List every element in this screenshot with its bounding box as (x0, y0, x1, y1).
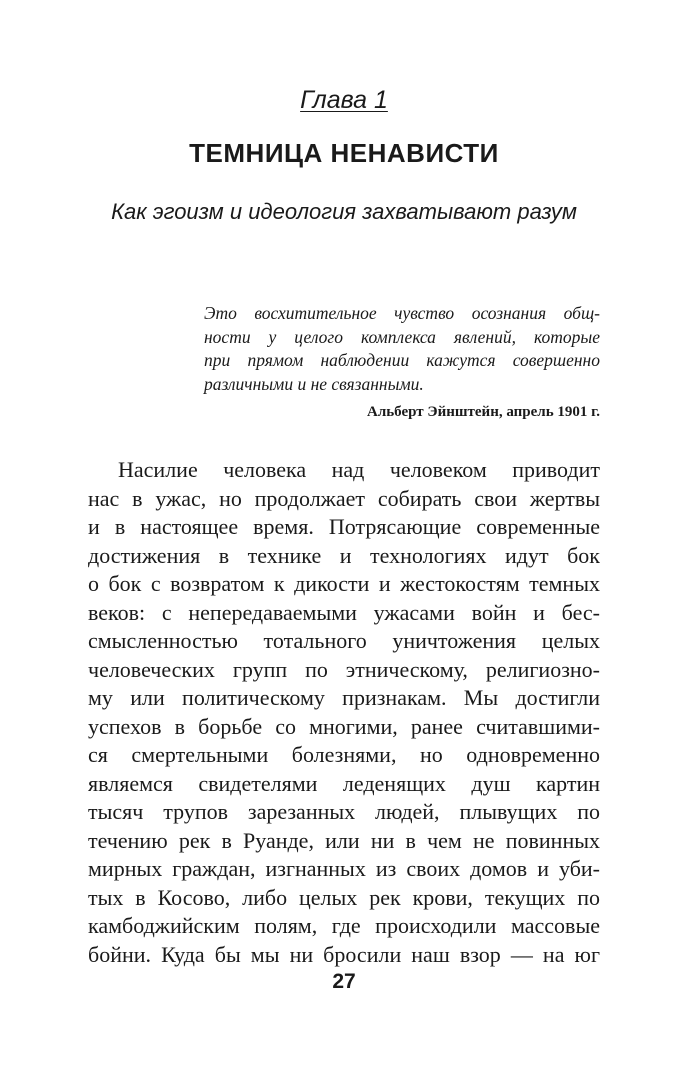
body-line: о бок с возвратом к дикости и жестокостям темных (88, 571, 600, 596)
epigraph (204, 302, 600, 421)
body-line: му или политическому признакам. Мы достигли (88, 685, 600, 710)
body-line: Насилие человека над человеком приводит (118, 457, 600, 482)
epigraph-line: различными и не связанными. (204, 373, 424, 394)
body-line: достижения в технике и технологиях идут бок (88, 542, 600, 568)
body-line: являемся свидетелями леденящих душ картин (88, 770, 600, 796)
epigraph-line: Это восхитительное чувство осознания общ- (204, 303, 600, 323)
body-line: бойни. Куда бы мы ни бросили наш взор — на юг (88, 941, 600, 967)
body-line: человеческих групп по этническому, религиозно- (88, 656, 600, 682)
epigraph-line: при прямом наблюдении кажутся совершенно (204, 350, 600, 370)
body-line: успехов в борьбе со многими, ранее считавшими- (88, 713, 600, 739)
body-text (88, 456, 600, 969)
body-line: течению рек в Руанде, или ни в чем не повинных (88, 827, 600, 853)
page-number: 27 (332, 970, 356, 993)
body-line: тысяч трупов зарезанных людей, плывущих по (88, 799, 600, 824)
chapter-subtitle: Как эгоизм и идеология захватывают разум (111, 199, 577, 224)
chapter-label (0, 86, 688, 115)
chapter-label-text: Глава 1 (300, 86, 388, 114)
body-line: смысленностью тотального уничтожения целых (88, 628, 600, 653)
chapter-title: ТЕМНИЦА НЕНАВИСТИ (189, 138, 499, 168)
epigraph-line: ности у целого комплекса явлений, которые (204, 326, 600, 347)
epigraph-attribution: Альберт Эйнштейн, апрель 1901 г. (367, 404, 600, 420)
body-line: ся смертельными болезнями, но одновременно (88, 742, 600, 767)
body-line: и в настоящее время. Потрясающие современные (88, 514, 600, 539)
body-line: камбоджийским полям, где происходили массовые (88, 913, 600, 938)
body-line: веков: с непередаваемыми ужасами войн и бес- (88, 599, 600, 625)
body-line: мирных граждан, изгнанных из своих домов и уби- (88, 856, 600, 881)
body-line: тых в Косово, либо целых рек крови, текущих по (88, 884, 600, 910)
body-line: нас в ужас, но продолжает собирать свои жертвы (88, 485, 600, 511)
